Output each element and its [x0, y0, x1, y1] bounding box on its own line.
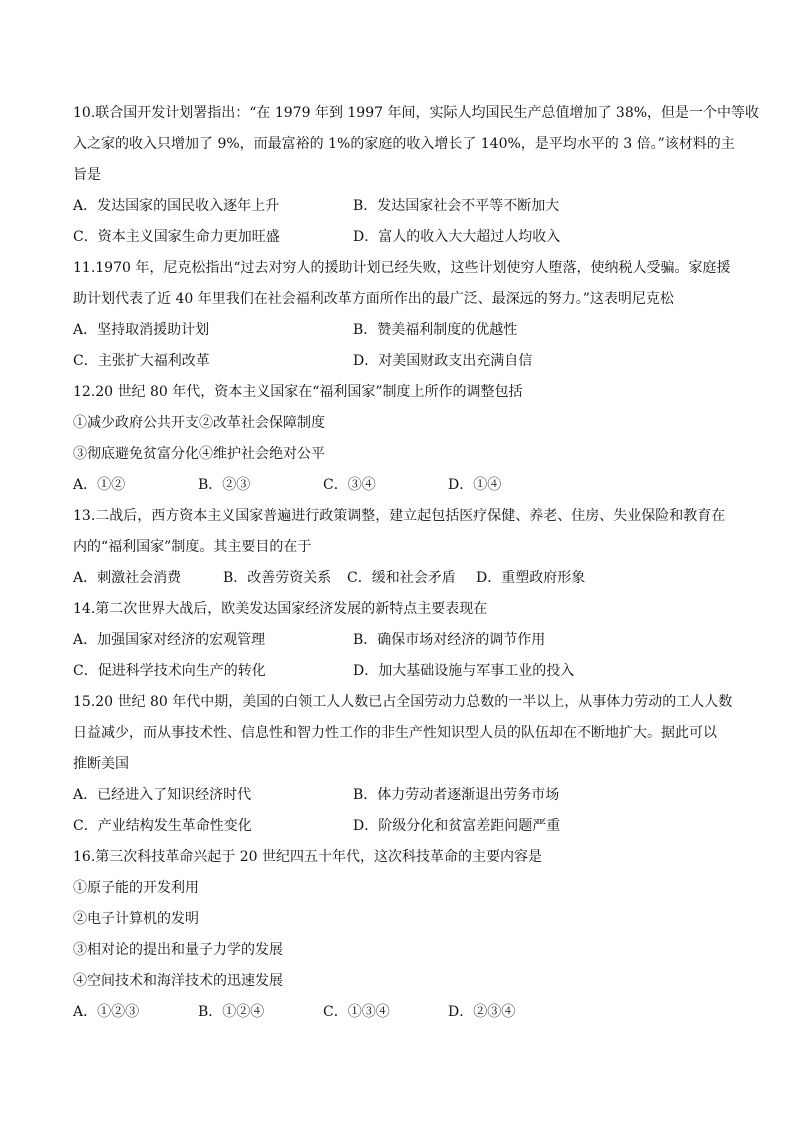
- question-12: [73, 377, 723, 501]
- question-13: [73, 501, 726, 594]
- question-15-stem-line-3: 推断美国: [73, 756, 129, 772]
- question-10-option-b[interactable]: B．发达国家社会不平等不断加大: [353, 198, 560, 214]
- question-16-option-c[interactable]: C．①③④: [323, 1004, 390, 1020]
- question-13-option-c[interactable]: C．缓和社会矛盾: [347, 570, 456, 586]
- question-10-stem-line-2: 入之家的收入只增加了 9%，而最富裕的 1%的家庭的收入增长了 140%，是平均水平的 3 倍。”该材料的主: [73, 136, 735, 152]
- question-15-option-d[interactable]: D．阶级分化和贫富差距问题严重: [353, 818, 561, 834]
- question-12-option-c[interactable]: C．③④: [323, 477, 376, 493]
- question-14-option-c[interactable]: C．促进科学技术向生产的转化: [73, 663, 266, 679]
- question-14-option-d[interactable]: D．加大基础设施与军事工业的投入: [353, 663, 575, 679]
- question-16-options-row: [73, 997, 723, 1028]
- question-list: [73, 98, 760, 1028]
- question-15-option-a[interactable]: A．已经进入了知识经济时代: [73, 787, 252, 803]
- question-10-option-c[interactable]: C．资本主义国家生命力更加旺盛: [73, 229, 280, 245]
- question-15: [73, 687, 733, 842]
- question-13-options-row: [73, 563, 723, 594]
- question-15-option-c[interactable]: C．产业结构发生革命性变化: [73, 818, 252, 834]
- question-16-option-d[interactable]: D．②③④: [448, 1004, 516, 1020]
- question-11: [73, 253, 731, 377]
- question-10-option-d[interactable]: D．富人的收入大大超过人均收入: [353, 229, 561, 245]
- question-13-stem-line-2: 内的“福利国家”制度。其主要目的在于: [73, 539, 312, 555]
- question-11-options-row-2: [73, 346, 723, 377]
- question-10-options-row-1: [73, 191, 723, 222]
- question-10-option-a[interactable]: A．发达国家的国民收入逐年上升: [73, 198, 280, 214]
- question-12-statement-line-1: ①减少政府公共开支②改革社会保障制度: [73, 415, 325, 431]
- question-15-stem-line-2: 日益减少，而从事技术性、信息性和智力性工作的非生产性知识型人员的队伍却在不断地扩大。据此可以: [73, 725, 717, 741]
- question-16-stem-line-1: 16.第三次科技革命兴起于 20 世纪四五十年代，这次科技革命的主要内容是: [73, 849, 542, 865]
- question-12-statement-line-2: ③彻底避免贫富分化④维护社会绝对公平: [73, 446, 325, 462]
- question-13-stem-line-1: 13.二战后，西方资本主义国家普遍进行政策调整，建立起包括医疗保健、养老、住房、失业保险和教育在: [73, 508, 726, 524]
- question-16-statement-line-1: ①原子能的开发利用: [73, 880, 199, 896]
- question-11-option-d[interactable]: D．对美国财政支出充满自信: [353, 353, 533, 369]
- question-15-stem-line-1: 15.20 世纪 80 年代中期，美国的白领工人人数已占全国劳动力总数的一半以上，从事体力劳动的工人人数: [73, 694, 733, 710]
- question-15-option-b[interactable]: B．体力劳动者逐渐退出劳务市场: [353, 787, 560, 803]
- question-14: [73, 594, 723, 687]
- question-12-option-a[interactable]: A．①②: [73, 477, 126, 493]
- question-12-stem-line-1: 12.20 世纪 80 年代，资本主义国家在“福利国家”制度上所作的调整包括: [73, 384, 523, 400]
- question-16-option-a[interactable]: A．①②③: [73, 1004, 140, 1020]
- question-14-stem-line-1: 14.第二次世界大战后，欧美发达国家经济发展的新特点主要表现在: [73, 601, 488, 617]
- question-14-options-row-1: [73, 625, 723, 656]
- question-15-options-row-1: [73, 780, 723, 811]
- question-14-options-row-2: [73, 656, 723, 687]
- question-10-stem-line-1: 10.联合国开发计划署指出：“在 1979 年到 1997 年间，实际人均国民生产总值增加了 38%，但是一个中等收: [73, 105, 760, 121]
- question-16-statement-line-3: ③相对论的提出和量子力学的发展: [73, 942, 283, 958]
- question-14-option-a[interactable]: A．加强国家对经济的宏观管理: [73, 632, 266, 648]
- question-10-options-row-2: [73, 222, 723, 253]
- question-12-options-row: [73, 470, 723, 501]
- question-10: [73, 98, 760, 253]
- question-11-options-row-1: [73, 315, 723, 346]
- question-10-stem-line-3: 旨是: [73, 167, 101, 183]
- question-11-option-a[interactable]: A．坚持取消援助计划: [73, 322, 210, 338]
- question-16-option-b[interactable]: B．①②④: [198, 1004, 265, 1020]
- question-15-options-row-2: [73, 811, 723, 842]
- question-11-option-c[interactable]: C．主张扩大福利改革: [73, 353, 210, 369]
- question-11-option-b[interactable]: B．赞美福利制度的优越性: [353, 322, 518, 338]
- question-13-option-b[interactable]: B．改善劳资关系: [223, 570, 332, 586]
- question-12-option-d[interactable]: D．①④: [448, 477, 502, 493]
- question-13-option-a[interactable]: A．刺激社会消费: [73, 570, 182, 586]
- question-11-stem-line-1: 11.1970 年，尼克松指出“过去对穷人的援助计划已经失败，这些计划使穷人堕落，使纳税人受骗。家庭援: [73, 260, 731, 276]
- question-16: [73, 842, 723, 1028]
- question-12-option-b[interactable]: B．②③: [198, 477, 251, 493]
- question-16-statement-line-2: ②电子计算机的发明: [73, 911, 199, 927]
- question-16-statement-line-4: ④空间技术和海洋技术的迅速发展: [73, 973, 283, 989]
- question-14-option-b[interactable]: B．确保市场对经济的调节作用: [353, 632, 546, 648]
- question-11-stem-line-2: 助计划代表了近 40 年里我们在社会福利改革方面所作出的最广泛、最深远的努力。”这表明尼克松: [73, 291, 674, 307]
- question-13-option-d[interactable]: D．重塑政府形象: [476, 570, 586, 586]
